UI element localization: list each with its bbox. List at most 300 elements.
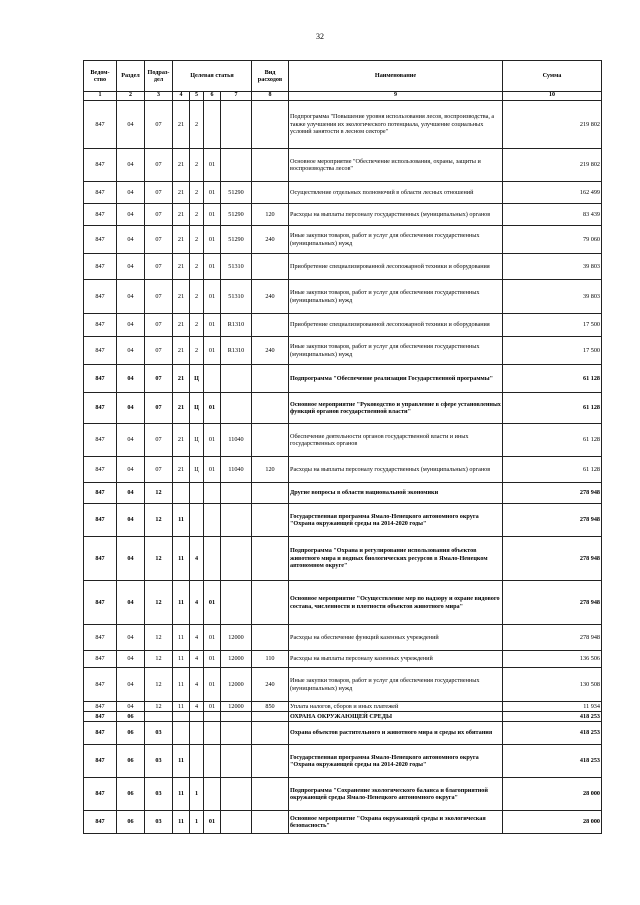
cell-expense-type: 240 xyxy=(252,337,289,365)
cell-target-direction: 12000 xyxy=(221,625,252,651)
cell-target-measure xyxy=(204,504,221,537)
cell-target-measure: 01 xyxy=(204,182,221,204)
cell-target-direction: 11040 xyxy=(221,457,252,483)
cell-name: Охрана объектов растительного и животного мира и среды их обитания xyxy=(289,722,503,745)
cell-target-direction xyxy=(221,581,252,625)
cell-razdel: 06 xyxy=(117,811,145,834)
cell-name: Основное мероприятие "Руководство и управление в сфере установленных функций органов государственной власти" xyxy=(289,393,503,424)
cell-sum: 219 802 xyxy=(503,149,602,182)
cell-podrazdel: 12 xyxy=(145,702,173,712)
header-target: Целевая статья xyxy=(173,61,252,92)
budget-table xyxy=(83,60,602,834)
cell-podrazdel: 03 xyxy=(145,745,173,778)
cell-razdel: 04 xyxy=(117,537,145,581)
header-name: Наименование xyxy=(289,61,503,92)
cell-target-direction: 12000 xyxy=(221,702,252,712)
cell-expense-type xyxy=(252,393,289,424)
column-number: 4 xyxy=(173,92,190,101)
cell-name: Государственная программа Ямало-Ненецкого автономного округа "Охрана окружающей среды на 2014-2020 годы" xyxy=(289,745,503,778)
table-row xyxy=(84,712,602,722)
table-row xyxy=(84,651,602,668)
cell-podrazdel: 03 xyxy=(145,722,173,745)
cell-expense-type: 110 xyxy=(252,651,289,668)
cell-ved: 847 xyxy=(84,314,117,337)
cell-razdel: 04 xyxy=(117,280,145,314)
cell-ved: 847 xyxy=(84,537,117,581)
cell-target-direction xyxy=(221,101,252,149)
cell-sum: 17 500 xyxy=(503,337,602,365)
cell-sum: 162 499 xyxy=(503,182,602,204)
cell-target-subprogram: 4 xyxy=(190,625,204,651)
page-number: 32 xyxy=(316,32,324,41)
cell-ved: 847 xyxy=(84,745,117,778)
cell-sum: 278 948 xyxy=(503,483,602,504)
cell-podrazdel: 07 xyxy=(145,314,173,337)
cell-target-program: 11 xyxy=(173,745,190,778)
cell-target-subprogram: 2 xyxy=(190,101,204,149)
cell-target-program: 11 xyxy=(173,537,190,581)
cell-sum: 28 000 xyxy=(503,811,602,834)
cell-target-subprogram: 2 xyxy=(190,204,204,226)
cell-ved: 847 xyxy=(84,101,117,149)
table-row xyxy=(84,254,602,280)
cell-target-program: 21 xyxy=(173,254,190,280)
cell-target-program: 21 xyxy=(173,424,190,457)
cell-podrazdel: 03 xyxy=(145,778,173,811)
cell-ved: 847 xyxy=(84,337,117,365)
cell-target-program: 11 xyxy=(173,702,190,712)
cell-target-measure: 01 xyxy=(204,226,221,254)
cell-target-program xyxy=(173,483,190,504)
cell-name: Иные закупки товаров, работ и услуг для обеспечения государственных (муниципальных) нужд xyxy=(289,226,503,254)
header-razdel: Раздел xyxy=(117,61,145,92)
cell-ved: 847 xyxy=(84,280,117,314)
cell-expense-type xyxy=(252,254,289,280)
cell-expense-type xyxy=(252,625,289,651)
cell-target-measure xyxy=(204,712,221,722)
cell-podrazdel: 07 xyxy=(145,204,173,226)
cell-ved: 847 xyxy=(84,625,117,651)
cell-target-program: 11 xyxy=(173,581,190,625)
cell-name: Расходы на обеспечение функций казенных учреждений xyxy=(289,625,503,651)
cell-target-direction: 12000 xyxy=(221,668,252,702)
cell-target-subprogram: 2 xyxy=(190,337,204,365)
cell-target-direction: 51290 xyxy=(221,182,252,204)
cell-target-program: 11 xyxy=(173,504,190,537)
cell-target-subprogram: Ц xyxy=(190,365,204,393)
table-row xyxy=(84,365,602,393)
cell-target-program: 21 xyxy=(173,314,190,337)
cell-razdel: 04 xyxy=(117,149,145,182)
cell-target-subprogram: Ц xyxy=(190,457,204,483)
cell-sum: 11 934 xyxy=(503,702,602,712)
cell-sum: 61 128 xyxy=(503,365,602,393)
cell-name: Уплата налогов, сборов и иных платежей xyxy=(289,702,503,712)
cell-sum: 130 508 xyxy=(503,668,602,702)
column-number: 2 xyxy=(117,92,145,101)
table-row xyxy=(84,393,602,424)
cell-ved: 847 xyxy=(84,149,117,182)
cell-razdel: 04 xyxy=(117,581,145,625)
cell-target-program: 11 xyxy=(173,625,190,651)
column-number: 5 xyxy=(190,92,204,101)
cell-razdel: 06 xyxy=(117,722,145,745)
cell-target-direction: 51310 xyxy=(221,280,252,314)
cell-sum: 278 948 xyxy=(503,504,602,537)
cell-target-direction: 51310 xyxy=(221,254,252,280)
cell-target-direction: 11040 xyxy=(221,424,252,457)
cell-target-direction xyxy=(221,722,252,745)
cell-target-subprogram: Ц xyxy=(190,393,204,424)
cell-target-measure xyxy=(204,483,221,504)
header-podrazdel: Подраз-дел xyxy=(145,61,173,92)
cell-podrazdel: 12 xyxy=(145,651,173,668)
cell-ved: 847 xyxy=(84,393,117,424)
cell-target-direction: R1310 xyxy=(221,314,252,337)
cell-target-measure: 01 xyxy=(204,149,221,182)
cell-podrazdel: 12 xyxy=(145,625,173,651)
cell-sum: 39 803 xyxy=(503,254,602,280)
cell-razdel: 04 xyxy=(117,702,145,712)
cell-expense-type xyxy=(252,712,289,722)
cell-target-program: 21 xyxy=(173,101,190,149)
cell-target-direction xyxy=(221,393,252,424)
cell-sum: 39 803 xyxy=(503,280,602,314)
cell-podrazdel: 07 xyxy=(145,365,173,393)
cell-expense-type: 240 xyxy=(252,668,289,702)
cell-name: Подпрограмма "Повышение уровня использования лесов, воспроизводства, а также улучшения их экологического потенциала, улучшение социальных условий занятости в лесном секторе" xyxy=(289,101,503,149)
cell-target-measure xyxy=(204,101,221,149)
cell-podrazdel: 12 xyxy=(145,668,173,702)
cell-name: Основное мероприятие "Осуществление мер по надзору и охране видового состава, численности и плотности объектов животного мира" xyxy=(289,581,503,625)
cell-expense-type xyxy=(252,314,289,337)
cell-target-subprogram: 4 xyxy=(190,537,204,581)
cell-target-program: 21 xyxy=(173,457,190,483)
table-row xyxy=(84,424,602,457)
cell-target-measure: 01 xyxy=(204,651,221,668)
cell-ved: 847 xyxy=(84,204,117,226)
cell-sum: 61 128 xyxy=(503,393,602,424)
table-row xyxy=(84,537,602,581)
cell-target-subprogram: 2 xyxy=(190,280,204,314)
table-row xyxy=(84,457,602,483)
cell-target-program: 21 xyxy=(173,149,190,182)
cell-target-program: 11 xyxy=(173,778,190,811)
cell-podrazdel: 07 xyxy=(145,393,173,424)
cell-target-subprogram: 2 xyxy=(190,254,204,280)
column-number: 7 xyxy=(221,92,252,101)
cell-name: Подпрограмма "Охрана и регулирование использования объектов животного мира и водных биологических ресурсов в Ямало-Ненецком автономном округе" xyxy=(289,537,503,581)
cell-expense-type xyxy=(252,778,289,811)
cell-expense-type xyxy=(252,581,289,625)
cell-target-measure: 01 xyxy=(204,314,221,337)
cell-razdel: 04 xyxy=(117,204,145,226)
cell-sum: 83 439 xyxy=(503,204,602,226)
cell-target-direction xyxy=(221,365,252,393)
table-row xyxy=(84,625,602,651)
cell-target-program: 21 xyxy=(173,204,190,226)
table-row xyxy=(84,149,602,182)
cell-name: Иные закупки товаров, работ и услуг для обеспечения государственных (муниципальных) нужд xyxy=(289,337,503,365)
cell-name: Подпрограмма "Сохранение экологического баланса и благоприятной окружающей среды Ямало-Ненецкого автономного округа" xyxy=(289,778,503,811)
cell-ved: 847 xyxy=(84,365,117,393)
cell-expense-type: 120 xyxy=(252,204,289,226)
cell-name: ОХРАНА ОКРУЖАЮЩЕЙ СРЕДЫ xyxy=(289,712,503,722)
cell-razdel: 04 xyxy=(117,314,145,337)
cell-target-direction: 12000 xyxy=(221,651,252,668)
cell-target-program: 11 xyxy=(173,651,190,668)
cell-name: Расходы на выплаты персоналу государственных (муниципальных) органов xyxy=(289,457,503,483)
cell-target-program: 21 xyxy=(173,337,190,365)
cell-sum: 278 948 xyxy=(503,625,602,651)
cell-podrazdel: 07 xyxy=(145,457,173,483)
cell-ved: 847 xyxy=(84,811,117,834)
column-number: 8 xyxy=(252,92,289,101)
cell-name: Другие вопросы в области национальной экономики xyxy=(289,483,503,504)
table-row xyxy=(84,182,602,204)
cell-target-direction xyxy=(221,149,252,182)
table-body xyxy=(84,101,602,834)
cell-ved: 847 xyxy=(84,581,117,625)
cell-target-measure: 01 xyxy=(204,337,221,365)
cell-sum: 17 500 xyxy=(503,314,602,337)
cell-expense-type: 240 xyxy=(252,280,289,314)
cell-expense-type xyxy=(252,424,289,457)
cell-name: Обеспечение деятельности органов государственной власти и иных государственных органов xyxy=(289,424,503,457)
cell-expense-type xyxy=(252,537,289,581)
cell-target-subprogram xyxy=(190,504,204,537)
cell-target-subprogram: 2 xyxy=(190,149,204,182)
cell-target-subprogram: 4 xyxy=(190,702,204,712)
cell-ved: 847 xyxy=(84,668,117,702)
cell-razdel: 04 xyxy=(117,651,145,668)
cell-name: Приобретение специализированной лесопожарной техники и оборудования xyxy=(289,314,503,337)
cell-target-subprogram: 2 xyxy=(190,226,204,254)
cell-target-direction xyxy=(221,537,252,581)
cell-target-measure xyxy=(204,778,221,811)
cell-target-subprogram: 4 xyxy=(190,581,204,625)
cell-ved: 847 xyxy=(84,722,117,745)
cell-podrazdel: 07 xyxy=(145,280,173,314)
cell-sum: 61 128 xyxy=(503,457,602,483)
cell-razdel: 06 xyxy=(117,778,145,811)
cell-target-direction xyxy=(221,504,252,537)
column-number: 6 xyxy=(204,92,221,101)
cell-target-direction xyxy=(221,483,252,504)
cell-sum: 418 253 xyxy=(503,712,602,722)
cell-target-measure: 01 xyxy=(204,581,221,625)
cell-razdel: 04 xyxy=(117,337,145,365)
table-row xyxy=(84,226,602,254)
cell-target-direction xyxy=(221,712,252,722)
cell-sum: 418 253 xyxy=(503,722,602,745)
cell-expense-type xyxy=(252,745,289,778)
cell-expense-type: 850 xyxy=(252,702,289,712)
cell-expense-type xyxy=(252,483,289,504)
table-row xyxy=(84,483,602,504)
column-numbers-row xyxy=(84,92,602,101)
cell-podrazdel: 07 xyxy=(145,226,173,254)
cell-expense-type xyxy=(252,182,289,204)
cell-podrazdel: 07 xyxy=(145,254,173,280)
cell-expense-type xyxy=(252,365,289,393)
cell-expense-type xyxy=(252,149,289,182)
cell-target-subprogram: 2 xyxy=(190,314,204,337)
cell-target-program: 21 xyxy=(173,365,190,393)
cell-target-subprogram: 1 xyxy=(190,811,204,834)
column-number: 10 xyxy=(503,92,602,101)
cell-name: Государственная программа Ямало-Ненецкого автономного округа "Охрана окружающей среды на 2014-2020 годы" xyxy=(289,504,503,537)
cell-target-program: 11 xyxy=(173,668,190,702)
cell-razdel: 04 xyxy=(117,182,145,204)
cell-ved: 847 xyxy=(84,182,117,204)
cell-target-measure: 01 xyxy=(204,625,221,651)
cell-target-subprogram: 1 xyxy=(190,778,204,811)
cell-podrazdel: 07 xyxy=(145,101,173,149)
table-row xyxy=(84,668,602,702)
cell-target-program: 21 xyxy=(173,280,190,314)
header-ved: Ведом-ство xyxy=(84,61,117,92)
table-row xyxy=(84,504,602,537)
cell-sum: 219 802 xyxy=(503,101,602,149)
cell-target-measure: 01 xyxy=(204,668,221,702)
cell-target-program: 21 xyxy=(173,182,190,204)
header-exp-type: Вид расходов xyxy=(252,61,289,92)
table-row xyxy=(84,811,602,834)
cell-razdel: 04 xyxy=(117,365,145,393)
table-row xyxy=(84,314,602,337)
cell-razdel: 04 xyxy=(117,457,145,483)
cell-sum: 278 948 xyxy=(503,581,602,625)
cell-target-measure: 01 xyxy=(204,811,221,834)
cell-ved: 847 xyxy=(84,457,117,483)
cell-target-subprogram: Ц xyxy=(190,424,204,457)
table-row xyxy=(84,778,602,811)
cell-razdel: 04 xyxy=(117,504,145,537)
cell-ved: 847 xyxy=(84,483,117,504)
cell-sum: 28 000 xyxy=(503,778,602,811)
cell-target-program: 11 xyxy=(173,811,190,834)
cell-target-measure: 01 xyxy=(204,457,221,483)
table-row xyxy=(84,722,602,745)
cell-target-direction: 51290 xyxy=(221,204,252,226)
table-row xyxy=(84,337,602,365)
cell-target-measure: 01 xyxy=(204,204,221,226)
cell-target-measure: 01 xyxy=(204,702,221,712)
cell-sum: 418 253 xyxy=(503,745,602,778)
cell-name: Расходы на выплаты персоналу казенных учреждений xyxy=(289,651,503,668)
cell-expense-type: 120 xyxy=(252,457,289,483)
cell-podrazdel: 12 xyxy=(145,483,173,504)
table-row xyxy=(84,581,602,625)
cell-expense-type xyxy=(252,504,289,537)
cell-target-program: 21 xyxy=(173,393,190,424)
cell-podrazdel: 07 xyxy=(145,182,173,204)
cell-ved: 847 xyxy=(84,254,117,280)
cell-razdel: 04 xyxy=(117,424,145,457)
cell-expense-type: 240 xyxy=(252,226,289,254)
cell-name: Иные закупки товаров, работ и услуг для обеспечения государственных (муниципальных) нужд xyxy=(289,280,503,314)
cell-expense-type xyxy=(252,101,289,149)
cell-target-subprogram xyxy=(190,745,204,778)
cell-ved: 847 xyxy=(84,702,117,712)
cell-sum: 136 506 xyxy=(503,651,602,668)
cell-target-measure xyxy=(204,722,221,745)
cell-target-program: 21 xyxy=(173,226,190,254)
cell-target-subprogram: 4 xyxy=(190,651,204,668)
table-row xyxy=(84,280,602,314)
cell-target-subprogram xyxy=(190,722,204,745)
column-number: 1 xyxy=(84,92,117,101)
cell-podrazdel: 12 xyxy=(145,537,173,581)
cell-target-direction xyxy=(221,778,252,811)
cell-target-measure: 01 xyxy=(204,424,221,457)
cell-sum: 61 128 xyxy=(503,424,602,457)
cell-target-subprogram: 4 xyxy=(190,668,204,702)
cell-target-measure xyxy=(204,745,221,778)
cell-ved: 847 xyxy=(84,778,117,811)
cell-name: Иные закупки товаров, работ и услуг для обеспечения государственных (муниципальных) нужд xyxy=(289,668,503,702)
cell-name: Подпрограмма "Обеспечение реализации Государственной программы" xyxy=(289,365,503,393)
cell-target-measure: 01 xyxy=(204,280,221,314)
cell-sum: 79 060 xyxy=(503,226,602,254)
cell-podrazdel: 07 xyxy=(145,149,173,182)
table-row xyxy=(84,702,602,712)
column-number: 3 xyxy=(145,92,173,101)
cell-target-program xyxy=(173,722,190,745)
cell-target-direction: R1310 xyxy=(221,337,252,365)
cell-name: Приобретение специализированной лесопожарной техники и оборудования xyxy=(289,254,503,280)
cell-podrazdel: 07 xyxy=(145,337,173,365)
cell-podrazdel: 12 xyxy=(145,581,173,625)
table-row xyxy=(84,204,602,226)
cell-target-subprogram xyxy=(190,712,204,722)
cell-target-direction: 51290 xyxy=(221,226,252,254)
cell-podrazdel: 07 xyxy=(145,424,173,457)
cell-ved: 847 xyxy=(84,651,117,668)
table-row xyxy=(84,745,602,778)
cell-target-subprogram: 2 xyxy=(190,182,204,204)
header-sum: Сумма xyxy=(503,61,602,92)
cell-name: Расходы на выплаты персоналу государственных (муниципальных) органов xyxy=(289,204,503,226)
cell-ved: 847 xyxy=(84,226,117,254)
cell-razdel: 04 xyxy=(117,226,145,254)
cell-target-direction xyxy=(221,745,252,778)
cell-podrazdel xyxy=(145,712,173,722)
cell-target-direction xyxy=(221,811,252,834)
cell-razdel: 04 xyxy=(117,668,145,702)
column-number: 9 xyxy=(289,92,503,101)
cell-ved: 847 xyxy=(84,504,117,537)
cell-target-measure: 01 xyxy=(204,254,221,280)
cell-target-measure: 01 xyxy=(204,393,221,424)
cell-razdel: 06 xyxy=(117,712,145,722)
cell-target-program xyxy=(173,712,190,722)
cell-razdel: 04 xyxy=(117,254,145,280)
cell-razdel: 06 xyxy=(117,745,145,778)
cell-podrazdel: 03 xyxy=(145,811,173,834)
cell-ved: 847 xyxy=(84,424,117,457)
cell-sum: 278 948 xyxy=(503,537,602,581)
cell-razdel: 04 xyxy=(117,393,145,424)
cell-name: Основное мероприятие "Обеспечение использования, охраны, защиты и воспроизводства лесов" xyxy=(289,149,503,182)
cell-expense-type xyxy=(252,811,289,834)
table-row xyxy=(84,101,602,149)
cell-razdel: 04 xyxy=(117,483,145,504)
cell-razdel: 04 xyxy=(117,625,145,651)
cell-name: Осуществление отдельных полномочий в области лесных отношений xyxy=(289,182,503,204)
cell-razdel: 04 xyxy=(117,101,145,149)
